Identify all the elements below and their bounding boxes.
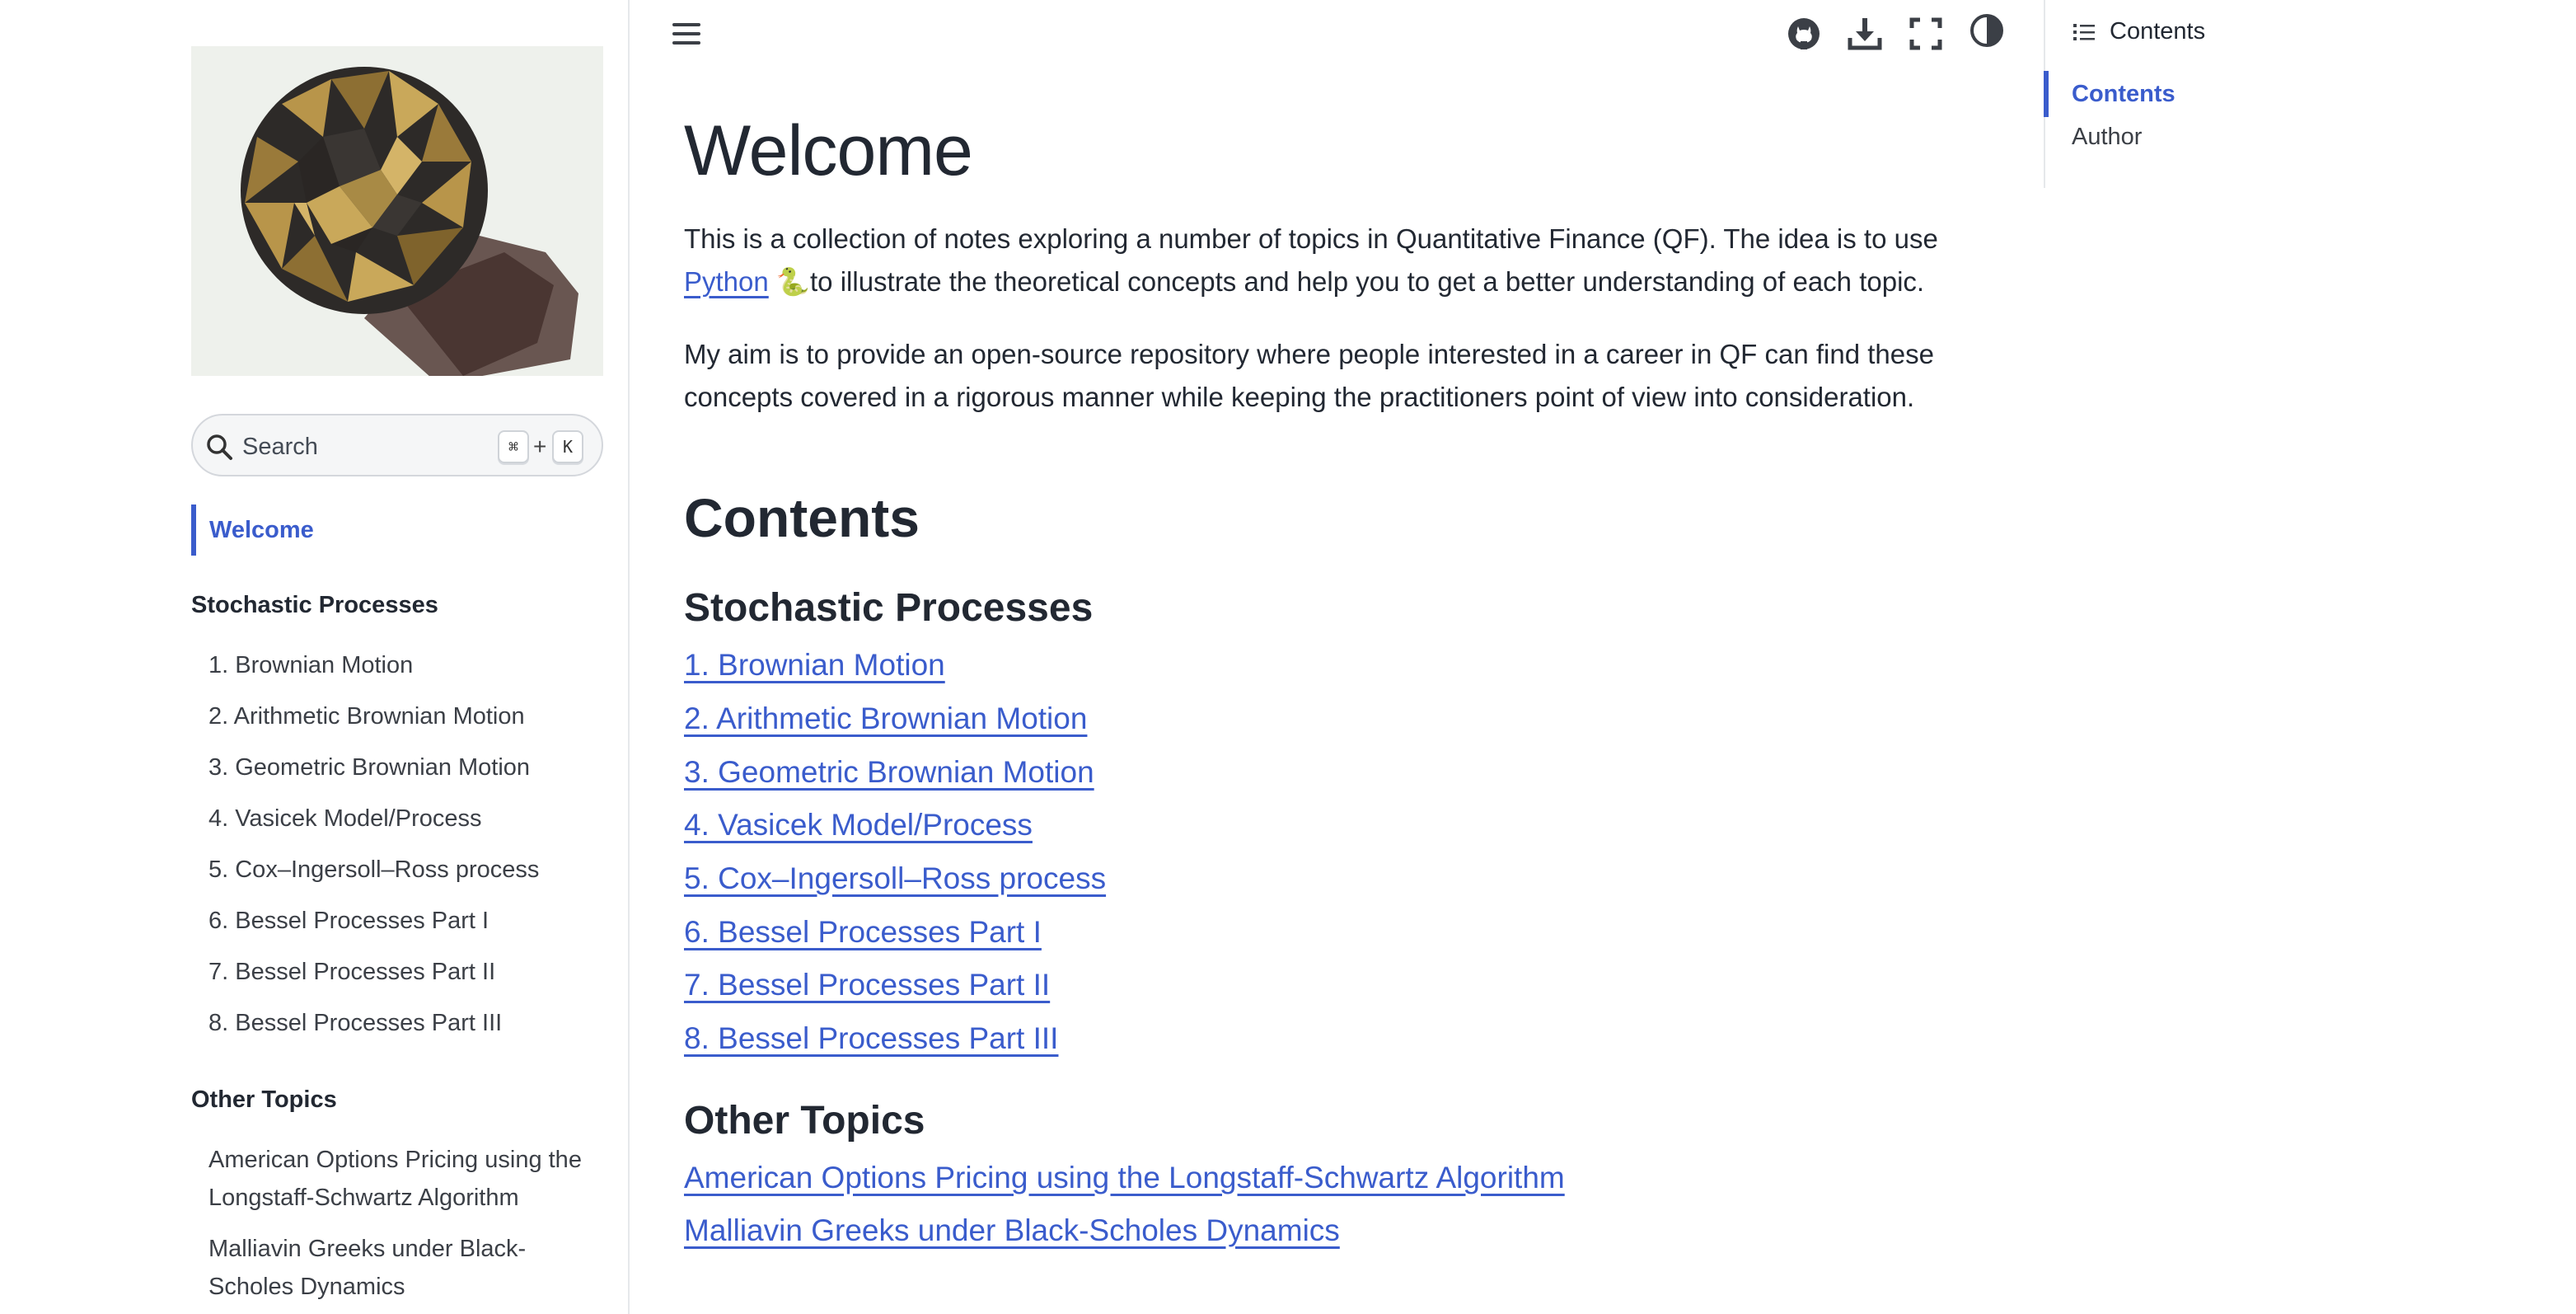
link-vasicek[interactable]: 4. Vasicek Model/Process [684, 808, 1033, 842]
theme-toggle-icon[interactable] [1968, 12, 2006, 49]
hamburger-icon[interactable] [667, 15, 705, 53]
link-brownian-motion[interactable]: 1. Brownian Motion [684, 648, 945, 682]
page-title: Welcome [684, 111, 972, 190]
toc-item-author[interactable]: Author [2072, 124, 2143, 150]
link-bessel-2[interactable]: 7. Bessel Processes Part II [684, 968, 1051, 1002]
stochastic-processes-heading: Stochastic Processes [684, 586, 1094, 630]
fullscreen-icon[interactable] [1907, 15, 1945, 53]
link-american-options[interactable]: American Options Pricing using the Longstaff-Schwartz Algorithm [684, 1161, 1565, 1194]
sidebar-item-malliavin-greeks[interactable]: Malliavin Greeks under Black-Scholes Dynamics [208, 1236, 527, 1300]
sidebar-caption-stochastic-processes: Stochastic Processes [191, 592, 438, 618]
link-cir[interactable]: 5. Cox–Ingersoll–Ross process [684, 861, 1107, 895]
link-bessel-1[interactable]: 6. Bessel Processes Part I [684, 915, 1042, 949]
snake-emoji: 🐍 [775, 266, 811, 297]
intro-text-part2: to illustrate the theoretical concepts and help you to get a better understanding of each topic. [810, 266, 1925, 297]
search-placeholder: Search [242, 434, 318, 460]
sidebar-item-american-options[interactable]: American Options Pricing using the Longstaff-Schwartz Algorithm [208, 1147, 582, 1211]
sidebar-caption-other-topics: Other Topics [191, 1086, 337, 1113]
origami-star-ball-image [191, 46, 603, 376]
github-icon[interactable] [1785, 15, 1823, 53]
sidebar-item-bessel-3[interactable]: 8. Bessel Processes Part III [208, 1010, 503, 1036]
download-icon[interactable] [1846, 15, 1884, 53]
other-topics-heading: Other Topics [684, 1099, 925, 1143]
sidebar-item-welcome[interactable]: Welcome [191, 504, 603, 556]
toc-title-text: Contents [2110, 18, 2206, 45]
sidebar-item-cir[interactable]: 5. Cox–Ingersoll–Ross process [208, 856, 540, 883]
list-icon [2072, 20, 2096, 45]
logo-image[interactable] [191, 46, 603, 376]
link-malliavin-greeks[interactable]: Malliavin Greeks under Black-Scholes Dynamics [684, 1213, 1340, 1247]
sidebar-item-arithmetic-brownian-motion[interactable]: 2. Arithmetic Brownian Motion [208, 703, 525, 730]
toc-title [2072, 18, 2205, 45]
shortcut-plus: + [533, 434, 547, 459]
link-bessel-3[interactable]: 8. Bessel Processes Part III [684, 1021, 1059, 1055]
link-arithmetic-brownian-motion[interactable]: 2. Arithmetic Brownian Motion [684, 702, 1088, 735]
sidebar-item-bessel-1[interactable]: 6. Bessel Processes Part I [208, 908, 489, 934]
sidebar-item-geometric-brownian-motion[interactable]: 3. Geometric Brownian Motion [208, 754, 531, 781]
link-geometric-brownian-motion[interactable]: 3. Geometric Brownian Motion [684, 755, 1094, 789]
shortcut-key-command: ⌘ [498, 430, 529, 463]
sidebar-item-bessel-2[interactable]: 7. Bessel Processes Part II [208, 959, 496, 985]
sidebar-item-vasicek[interactable]: 4. Vasicek Model/Process [208, 805, 482, 832]
search-icon [204, 432, 234, 462]
primary-sidebar [0, 0, 630, 1314]
intro-text-part1: This is a collection of notes exploring a number of topics in Quantitative Finance (QF). The idea is to use [684, 223, 1938, 254]
aim-paragraph: My aim is to provide an open-source repository where people interested in a career in QF can find these concepts covered in a rigorous manner while keeping the practitioners point of view into consideration. [684, 339, 1934, 412]
python-link[interactable]: Python [684, 266, 769, 297]
toc-item-contents[interactable]: Contents [2044, 71, 2176, 117]
shortcut-key-k: K [552, 430, 583, 463]
contents-heading: Contents [684, 487, 920, 548]
intro-paragraph [684, 218, 1978, 303]
search-box[interactable] [191, 414, 603, 476]
sidebar-item-brownian-motion[interactable]: 1. Brownian Motion [208, 652, 414, 678]
